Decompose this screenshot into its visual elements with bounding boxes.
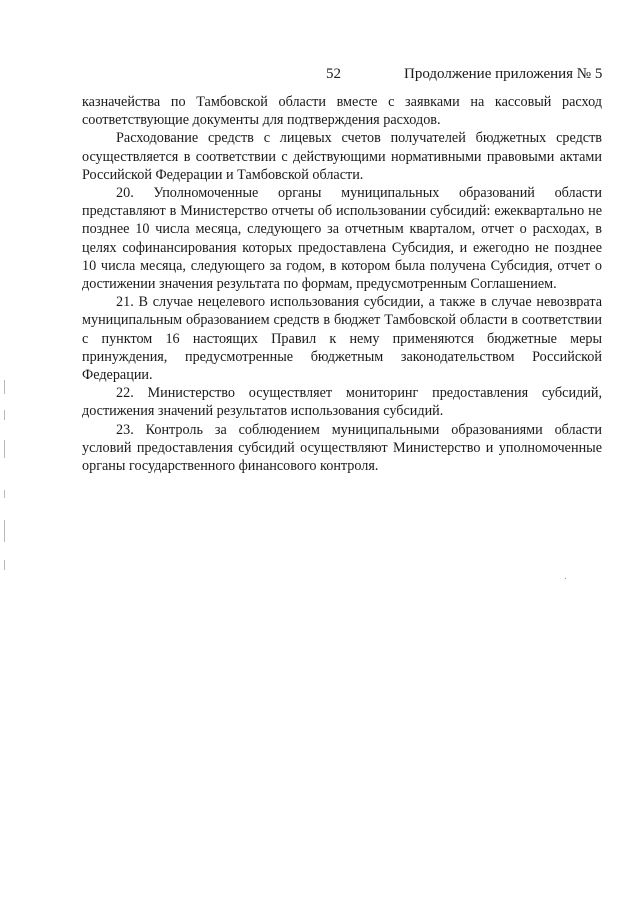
paragraph-22-monitoring: 22. Министерство осуществляет мониторинг предоставления субсидий, достижения значений результатов использования субсидий. <box>82 385 602 420</box>
appendix-continuation-note: Продолжение приложения № 5 <box>404 66 603 82</box>
paragraph-treasury-continuation: казначейства по Тамбовской области вместе с заявками на кассовый расход соответствующие документы для подтверждения расходов. <box>82 94 602 129</box>
paragraph-20-reports: 20. Уполномоченные органы муниципальных образований области представляют в Министерство отчеты об использовании субсидий: ежеквартально не позднее 10 числа месяца, следующего за отчетным кварталом, отчет о расходах, в целях софинансирования которых предоставлена Субсидия, и ежегодно не позднее 10 числа месяца, следующего за годом, в котором была получена Субсидия, отчет о достижении значения результата по формам, предусмотренным Соглашением. <box>82 185 602 293</box>
page-number: 52 <box>326 66 341 82</box>
scan-mark <box>4 520 5 542</box>
scan-mark <box>4 380 5 394</box>
paragraph-23-control: 23. Контроль за соблюдением муниципальными образованиями области условий предоставления субсидий осуществляют Министерство и уполномоченные органы государственного финансового контроля. <box>82 421 602 475</box>
document-body <box>82 93 602 475</box>
scan-mark <box>4 410 5 420</box>
scan-margin-marks <box>4 380 6 580</box>
scan-speck <box>565 578 566 579</box>
paragraph-21-misuse: 21. В случае нецелевого использования субсидии, а также в случае невозврата муниципальным образованием средств в бюджет Тамбовской области в соответствии с пунктом 16 настоящих Правил к нему применяются бюджетные меры принуждения, предусмотренные бюджетным законодательством Российской Федерации. <box>82 294 602 384</box>
paragraph-spending: Расходование средств с лицевых счетов получателей бюджетных средств осуществляется в соответствии с действующими нормативными правовыми актами Российской Федерации и Тамбовской области. <box>82 130 602 183</box>
scan-mark <box>4 490 5 498</box>
scan-mark <box>4 560 5 570</box>
scan-mark <box>4 440 5 458</box>
